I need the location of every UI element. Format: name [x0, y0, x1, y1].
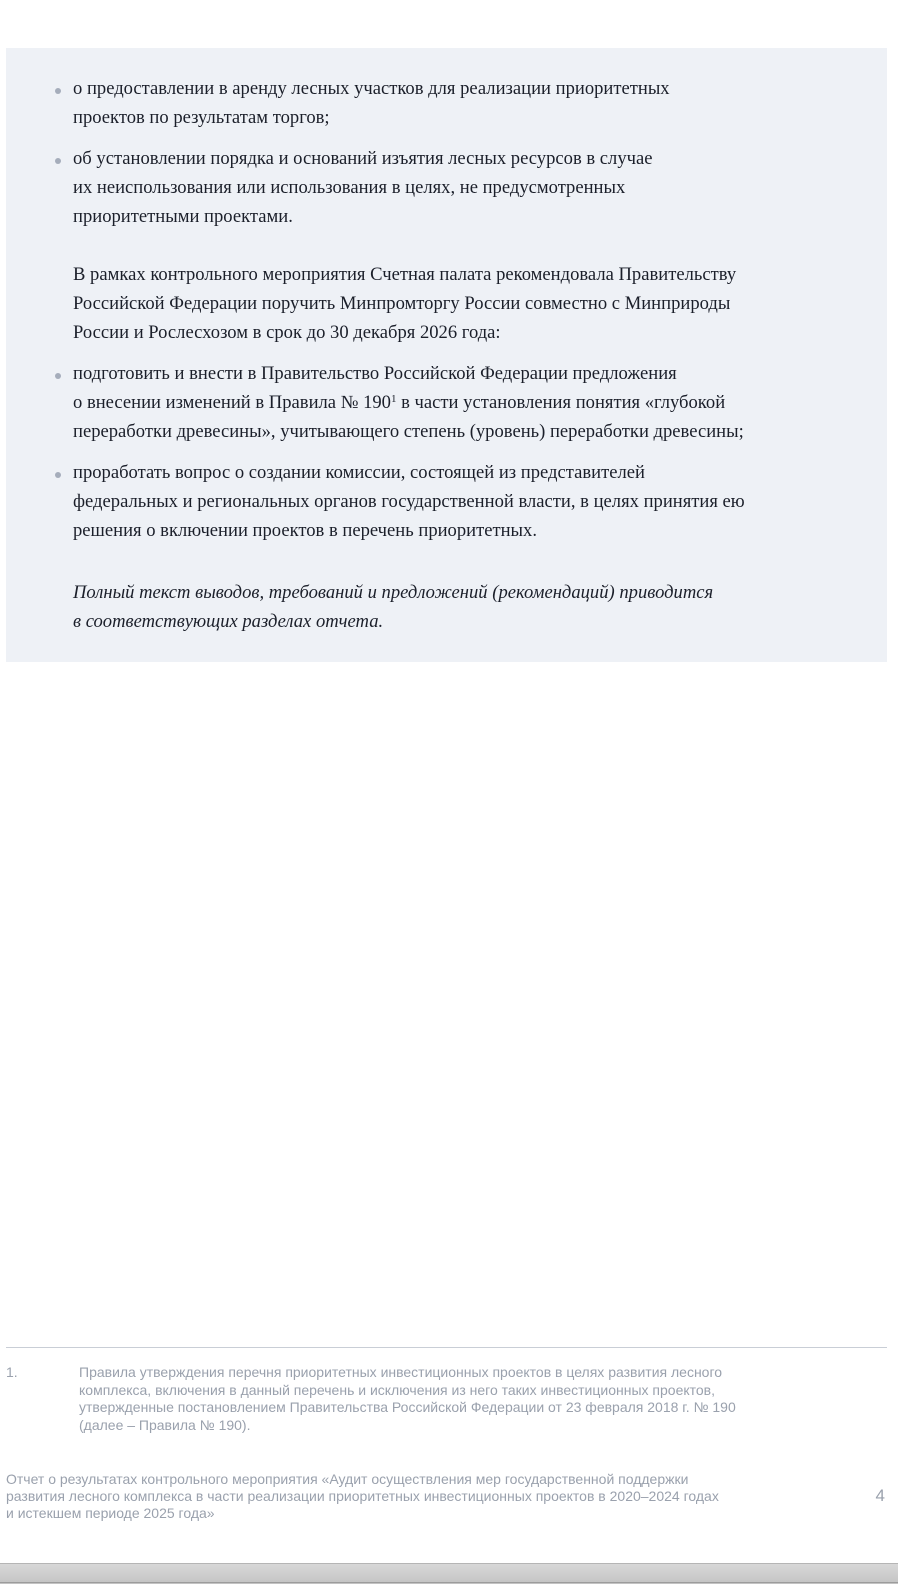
bullet-item-1: о предоставлении в аренду лесных участков для реализации приоритетных проектов по результатам торгов;: [73, 78, 670, 128]
footnote-number: 1.: [6, 1364, 18, 1380]
divider: [0, 1582, 898, 1583]
horizontal-scrollbar[interactable]: [0, 1563, 898, 1584]
bullet-marker: [55, 472, 61, 478]
footnote-reference[interactable]: 1: [390, 393, 397, 405]
footnote-text: Правила утверждения перечня приоритетных инвестиционных проектов в целях развития лесного комплекса, включения в данный перечень и исключения из него таких инвестиционных проектов, утвержденные постановлением Правительства Российской Федерации от 23 февраля 2018 г. № 190 (далее – Правила № 190).: [79, 1364, 736, 1433]
page-number: 4: [875, 1486, 885, 1505]
bullet-marker: [55, 158, 61, 164]
bullet-item-2: об установлении порядка и оснований изъятия лесных ресурсов в случае их неиспользования или использования в целях, не предусмотренных приоритетными проектами.: [73, 148, 653, 227]
bullet-marker: [55, 373, 61, 379]
recommendations-panel: [6, 48, 887, 662]
bullet-item-3: [73, 359, 863, 446]
bullet-3-text-a: подготовить и внести в Правительство Российской Федерации предложения о внесении изменений в Правила № 190: [73, 363, 677, 413]
bullet-marker: [55, 88, 61, 94]
footnote-divider: [6, 1347, 887, 1348]
footer-report-title: Отчет о результатах контрольного мероприятия «Аудит осуществления мер государственной поддержки развития лесного комплекса в части реализации приоритетных инвестиционных проектов в 2020–2024 годах и истекшем периоде 2025 года»: [6, 1471, 719, 1521]
bullet-item-4: проработать вопрос о создании комиссии, состоящей из представителей федеральных и региональных органов государственной власти, в целях принятия ею решения о включении проектов в перечень приоритетных.: [73, 462, 745, 541]
closing-note: Полный текст выводов, требований и предложений (рекомендаций) приводится в соответствующих разделах отчета.: [73, 582, 714, 632]
recommendation-intro: В рамках контрольного мероприятия Счетная палата рекомендовала Правительству Российской Федерации поручить Минпромторгу России совместно с Минприроды России и Рослесхозом в срок до 30 декабря 2026 года:: [73, 264, 737, 343]
bullet-3-text-b: в части установления понятия «глубокой переработки древесины», учитывающего степень (уровень) переработки древесины;: [73, 392, 744, 442]
